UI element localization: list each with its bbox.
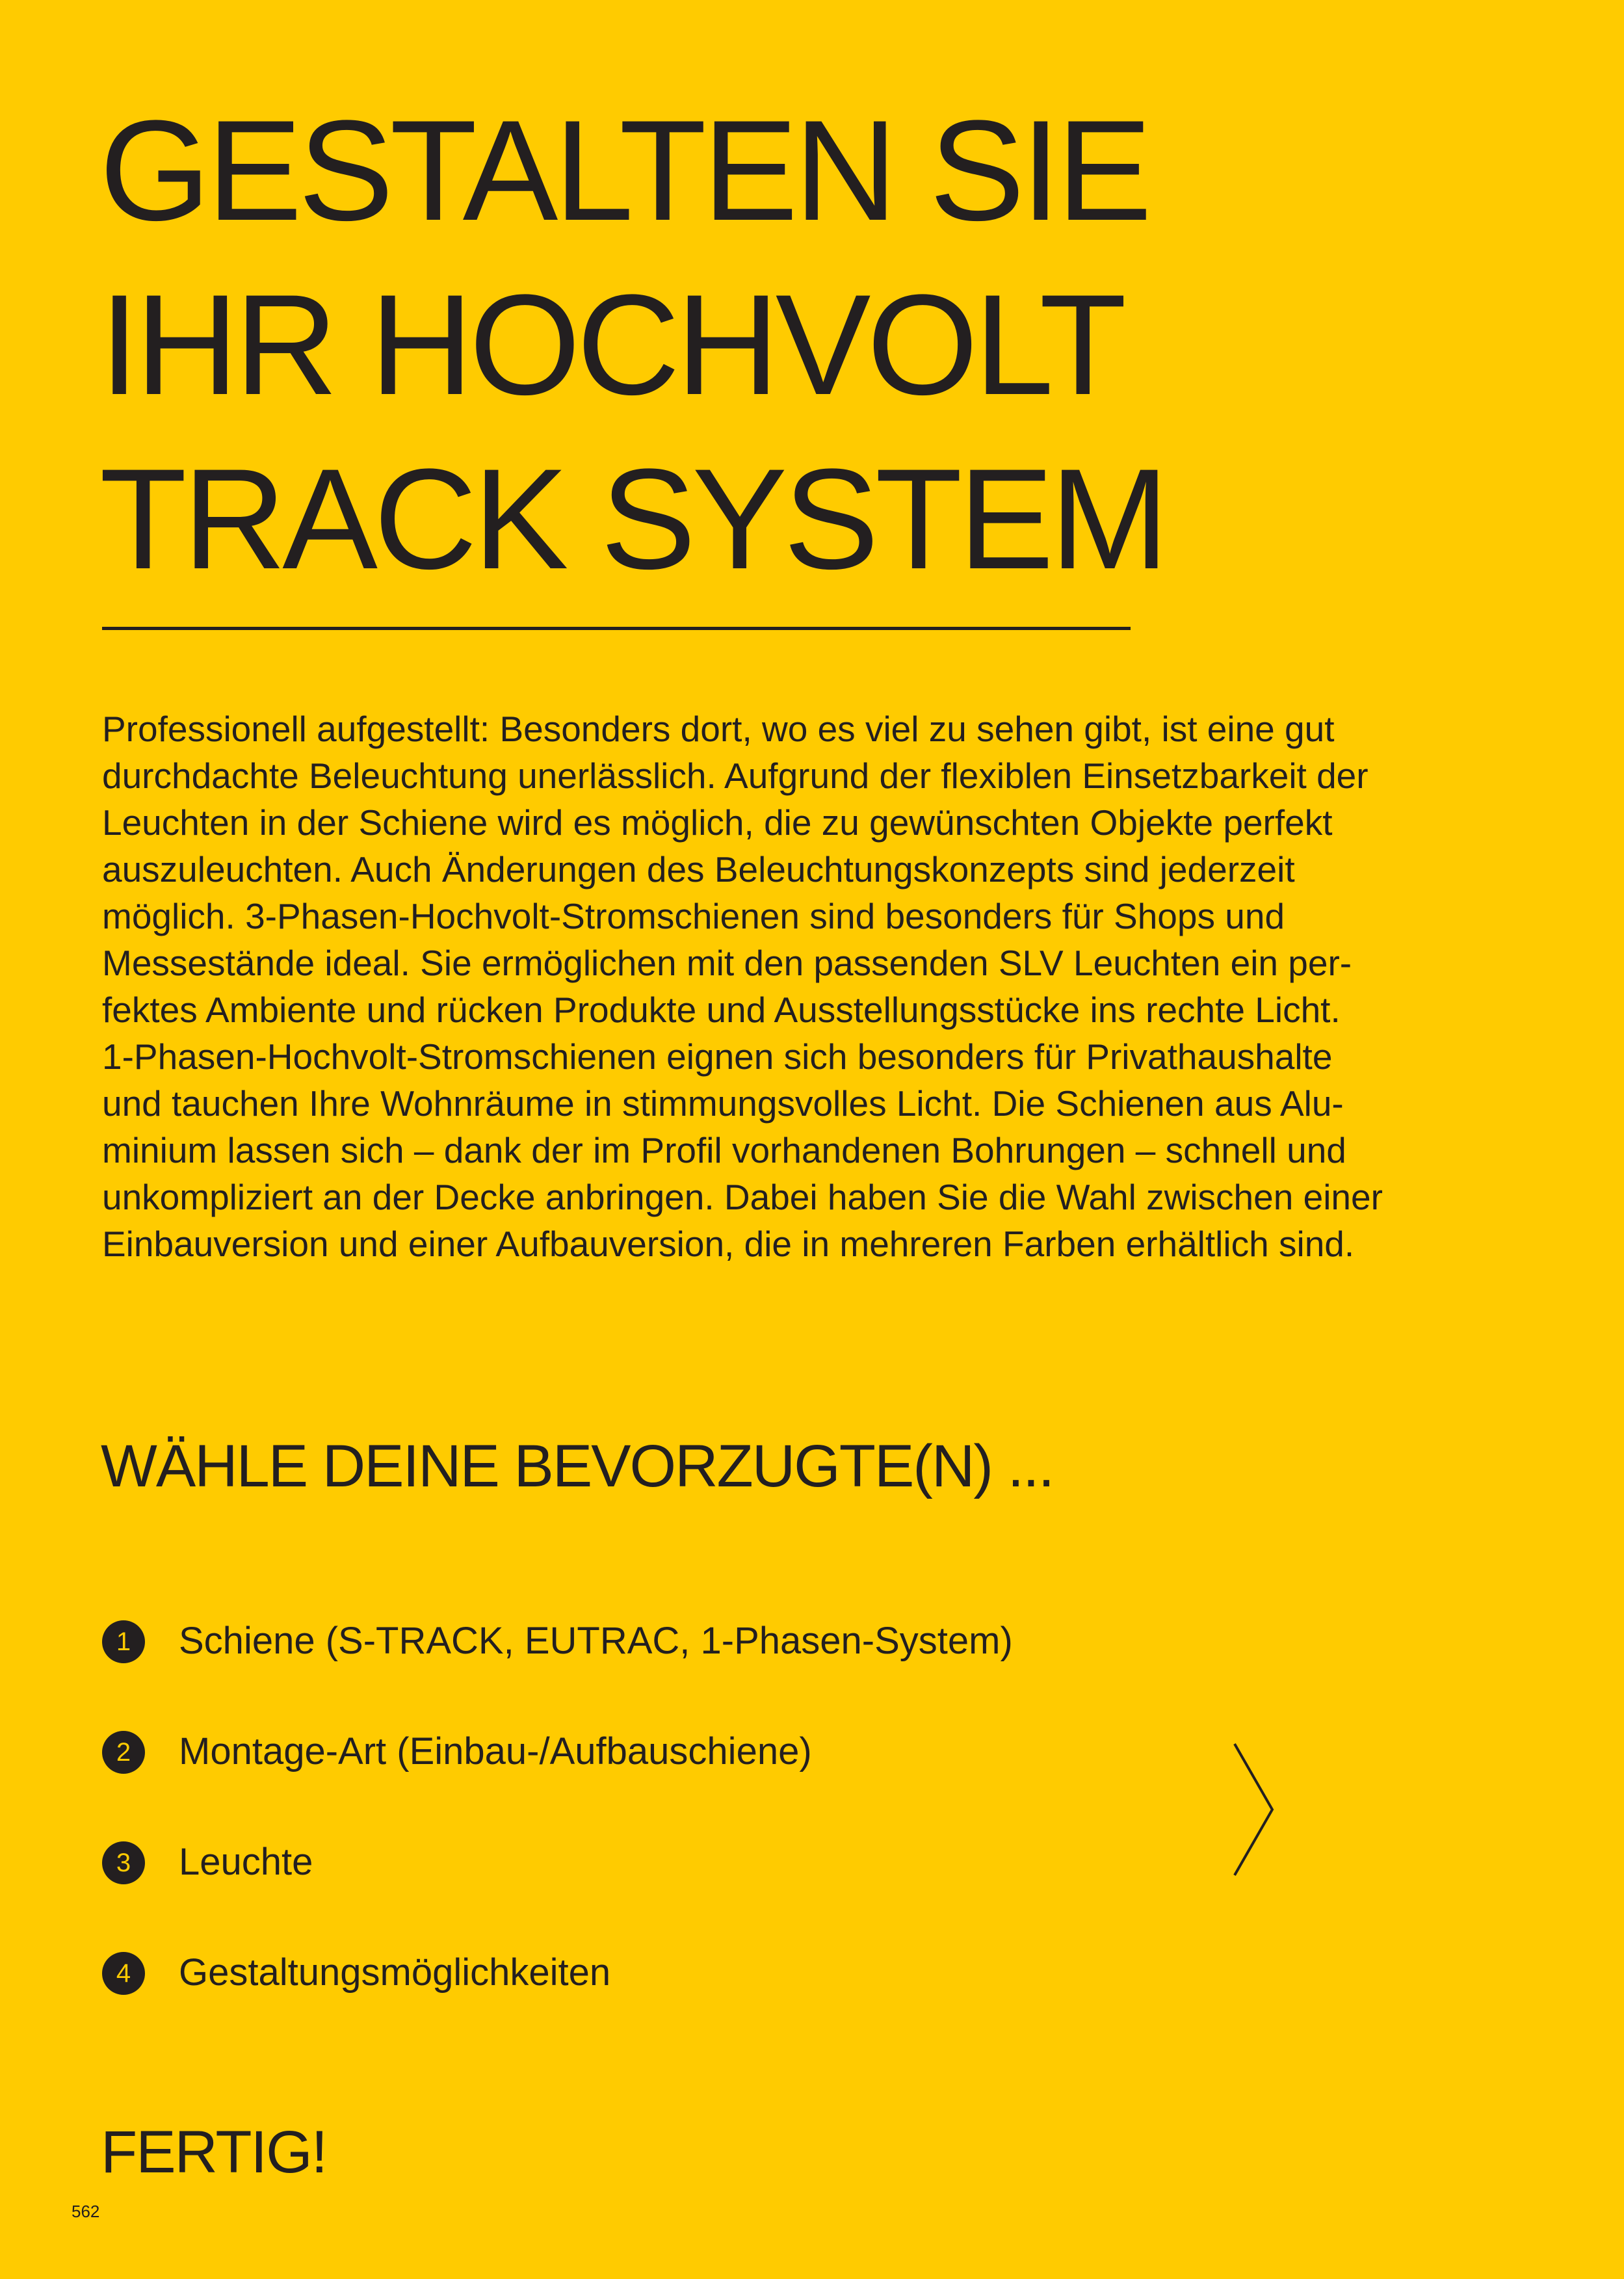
done-heading: FERTIG!	[101, 2119, 327, 2185]
step-number-badge: 2	[102, 1731, 145, 1774]
step-number-badge: 3	[102, 1841, 145, 1884]
paragraph-line: möglich. 3-Phasen-Hochvolt-Stromschienen sind besonders für Shops und	[102, 896, 1285, 936]
step-number-badge: 1	[102, 1620, 145, 1663]
title-line-1: GESTALTEN SIE	[99, 90, 1149, 250]
title-line-3: TRACK SYSTEM	[99, 439, 1166, 599]
paragraph-line: auszuleuchten. Auch Änderungen des Beleuchtungskonzepts sind jederzeit	[102, 849, 1295, 889]
step-label: Montage-Art (Einbau-/Aufbauschiene)	[179, 1730, 812, 1772]
paragraph-line: unkompliziert an der Decke anbringen. Dabei haben Sie die Wahl zwischen einer	[102, 1177, 1383, 1217]
intro-paragraph	[102, 705, 1500, 1267]
paragraph-line: Professionell aufgestellt: Besonders dort, wo es viel zu sehen gibt, ist eine gut	[102, 709, 1335, 749]
paragraph-line: Einbauversion und einer Aufbauversion, die in mehreren Farben erhältlich sind.	[102, 1224, 1355, 1264]
chevron-right-icon[interactable]	[1232, 1741, 1277, 1878]
paragraph-line: Messestände ideal. Sie ermöglichen mit den passenden SLV Leuchten ein per-	[102, 943, 1352, 983]
step-label: Leuchte	[179, 1841, 313, 1883]
paragraph-line: fektes Ambiente und rücken Produkte und Ausstellungsstücke ins rechte Licht.	[102, 990, 1341, 1030]
paragraph-line: minium lassen sich – dank der im Profil vorhandenen Bohrungen – schnell und	[102, 1130, 1346, 1170]
step-label: Schiene (S-TRACK, EUTRAC, 1-Phasen-System)	[179, 1620, 1013, 1662]
page-number: 562	[72, 2202, 100, 2221]
paragraph-line: durchdachte Beleuchtung unerlässlich. Aufgrund der flexiblen Einsetzbarkeit der	[102, 756, 1369, 796]
paragraph-line: Leuchten in der Schiene wird es möglich, die zu gewünschten Objekte perfekt	[102, 802, 1333, 843]
title-divider	[102, 627, 1131, 630]
title-line-2: IHR HOCHVOLT	[99, 265, 1123, 425]
step-label: Gestaltungsmöglichkeiten	[179, 1951, 611, 1994]
step-number-badge: 4	[102, 1952, 145, 1995]
paragraph-line: und tauchen Ihre Wohnräume in stimmungsvolles Licht. Die Schienen aus Alu-	[102, 1083, 1344, 1124]
page-title	[99, 83, 1165, 606]
steps-heading: WÄHLE DEINE BEVORZUGTE(N) ...	[101, 1433, 1054, 1499]
paragraph-line: 1-Phasen-Hochvolt-Stromschienen eignen sich besonders für Privathaushalte	[102, 1036, 1333, 1077]
